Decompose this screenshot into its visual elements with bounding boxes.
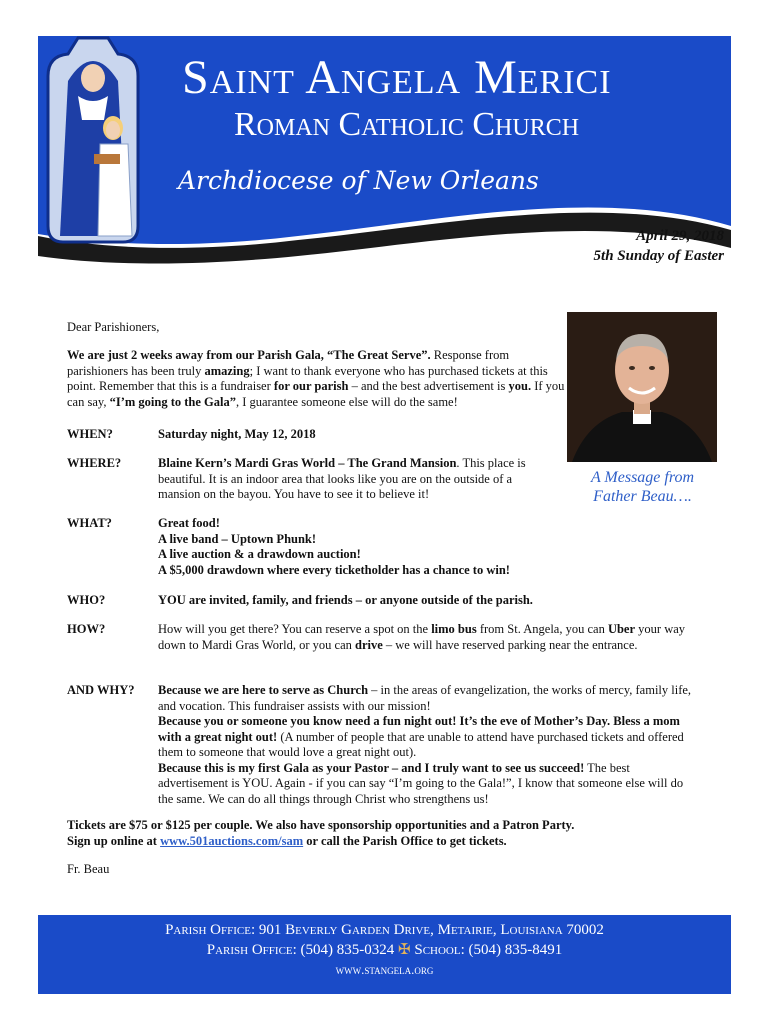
footer-contact-line bbox=[38, 940, 731, 960]
photo-caption-line2: Father Beau…. bbox=[593, 488, 692, 505]
what-item: A $5,000 drawdown where every ticketholder has a chance to win! bbox=[158, 562, 510, 577]
footer-website[interactable]: www.stangela.org bbox=[335, 962, 434, 977]
where-text: . This place is beautiful. It is an indoor area that looks like you are on the outside of a mansion on the bayou. You have to see it to believe it! bbox=[158, 456, 526, 501]
footer-parish-phone: Parish Office: (504) 835-0324 bbox=[206, 942, 395, 958]
how-uber: Uber bbox=[607, 622, 636, 636]
what-item: A live band – Uptown Phunk! bbox=[158, 531, 317, 546]
who-label: WHO? bbox=[67, 593, 106, 607]
photo-caption bbox=[565, 468, 720, 506]
father-beau-photo bbox=[567, 312, 717, 462]
why-text-1: – in the areas of evangelization, the works of mercy, family life, and vocation. This fundraiser assists with our mission! bbox=[158, 683, 692, 713]
signup-line bbox=[67, 834, 687, 850]
when-value: Saturday night, May 12, 2018 bbox=[158, 427, 316, 441]
how-text-3: your way down to Mardi Gras World, or you can bbox=[158, 622, 686, 652]
what-label: WHAT? bbox=[67, 516, 112, 530]
intro-text-1: Response from parishioners has been truly bbox=[67, 348, 510, 378]
signup-text-1: Sign up online at bbox=[67, 833, 161, 848]
why-bold-1: Because we are here to serve as Church bbox=[158, 683, 369, 697]
how-text-4: – we will have reserved parking near the entrance. bbox=[382, 637, 638, 652]
bulletin-date-block bbox=[594, 226, 724, 266]
auction-link[interactable]: www.501auctions.com/sam bbox=[160, 833, 304, 848]
why-bold-2: Because you or someone you know need a fun night out! It’s the eve of Mother’s Day. Bless a mom with a great night out! bbox=[158, 714, 680, 744]
intro-going: “I’m going to the Gala” bbox=[109, 394, 236, 409]
church-name: Saint Angela Merici bbox=[182, 51, 612, 104]
intro-text-5: , I guarantee someone else will do the same! bbox=[235, 394, 458, 409]
cross-icon: ✠ bbox=[398, 942, 411, 958]
how-text-1: How will you get there? You can reserve a spot on the bbox=[158, 622, 432, 636]
saint-angela-logo bbox=[38, 36, 148, 246]
footer-school-phone: School: (504) 835-8491 bbox=[414, 942, 563, 958]
portrait-image bbox=[567, 312, 717, 462]
signup-text-2: or call the Parish Office to get tickets. bbox=[303, 833, 507, 848]
footer-address: Parish Office: 901 Beverly Garden Drive, Metairie, Louisiana 70002 bbox=[165, 922, 604, 938]
how-text-2: from St. Angela, you can bbox=[476, 622, 608, 636]
intro-you: you. bbox=[508, 379, 532, 393]
where-value bbox=[158, 456, 546, 503]
who-value: YOU are invited, family, and friends – or anyone outside of the parish. bbox=[158, 593, 533, 607]
how-limo: limo bus bbox=[431, 622, 477, 636]
what-list bbox=[158, 516, 578, 578]
when-label: WHEN? bbox=[67, 427, 113, 441]
where-label: WHERE? bbox=[67, 456, 122, 470]
how-value bbox=[158, 622, 696, 653]
archdiocese-name: Archdiocese of New Orleans bbox=[178, 166, 539, 195]
intro-paragraph bbox=[67, 348, 567, 410]
intro-amazing: amazing bbox=[204, 363, 250, 378]
intro-for-parish: for our parish bbox=[273, 379, 349, 393]
signature: Fr. Beau bbox=[67, 862, 110, 876]
intro-text-4: If you can say, bbox=[67, 379, 565, 409]
tickets-info bbox=[67, 818, 687, 849]
photo-caption-line1: A Message from bbox=[590, 469, 695, 486]
footer-banner bbox=[38, 915, 731, 994]
liturgical-occasion: 5th Sunday of Easter bbox=[593, 248, 724, 264]
intro-bold: We are just 2 weeks away from our Parish Gala, “The Great Serve”. bbox=[67, 348, 431, 362]
what-item: Great food! bbox=[158, 516, 220, 530]
tickets-line: Tickets are $75 or $125 per couple. We also have sponsorship opportunities and a Patron Party. bbox=[67, 818, 575, 832]
how-label: HOW? bbox=[67, 622, 106, 636]
why-value bbox=[158, 683, 698, 807]
why-bold-3: Because this is my first Gala as your Pastor – and I truly want to see us succeed! bbox=[158, 760, 585, 775]
intro-text-2: ; I want to thank everyone who has purchased tickets at this point. Remember that this is a fundraiser bbox=[67, 363, 548, 393]
what-item: A live auction & a drawdown auction! bbox=[158, 547, 361, 561]
church-subtitle: Roman Catholic Church bbox=[234, 106, 580, 143]
why-text-2: (A number of people that are unable to attend have purchased tickets and offered them to someone that would love a great night out). bbox=[158, 729, 684, 759]
how-drive: drive bbox=[355, 637, 383, 652]
intro-text-3: – and the best advertisement is bbox=[348, 379, 509, 393]
where-venue: Blaine Kern’s Mardi Gras World – The Grand Mansion bbox=[158, 456, 457, 470]
salutation: Dear Parishioners, bbox=[67, 320, 160, 334]
why-text-3: The best advertisement is YOU. Again - if you can say “I’m going to the Gala!”, I know that someone else will do the same. We can do all things through Christ who strengthens us! bbox=[158, 760, 684, 806]
bulletin-date: April 29, 2018 bbox=[636, 228, 724, 244]
why-label: AND WHY? bbox=[67, 683, 135, 697]
